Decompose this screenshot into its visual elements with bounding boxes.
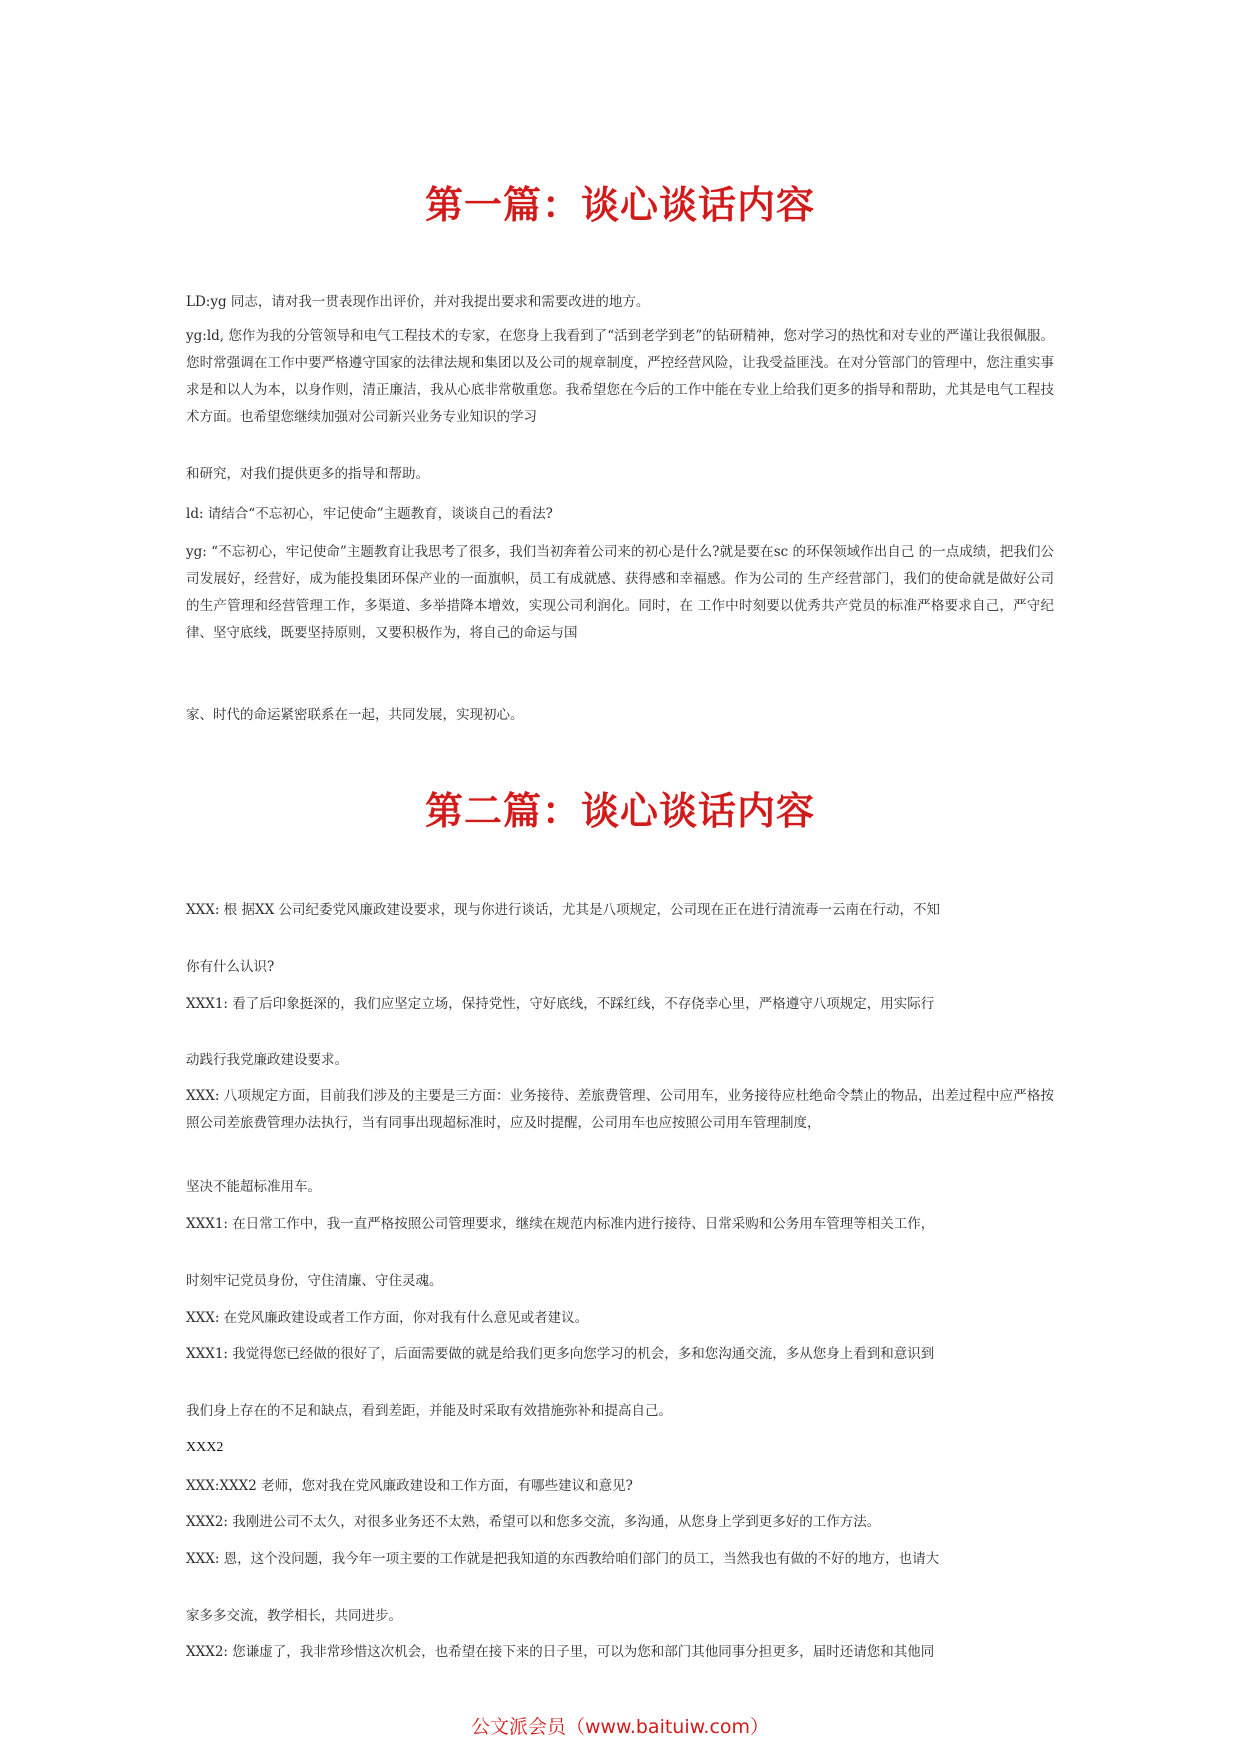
paragraph: LD:yg 同志，请对我一贯表现作出评价，并对我提出要求和需要改进的地方。 (186, 294, 650, 310)
paragraph: ld: 请结合“不忘初心，牢记使命”主题教育，谈谈自己的看法? (186, 506, 553, 522)
paragraph: XXX1: 在日常工作中，我一直严格按照公司管理要求，继续在规范内标准内进行接待、日常采购和公务用车管理等相关工作， (186, 1216, 935, 1232)
paragraph: 家多多交流，教学相长，共同进步。 (186, 1608, 402, 1624)
paragraph: XXX: 八项规定方面，目前我们涉及的主要是三方面：业务接待、差旅费管理、公司用车，业务接待应杜绝命令禁止的物品，出差过程中应严格按照公司差旅费管理办法执行，当有同事出现超标准时，应及时提醒，公司用车也应按照公司用车管理制度， (186, 1088, 1054, 1131)
footer-watermark: 公文派会员（www.baituiw.com） (470, 1716, 770, 1738)
paragraph: 坚决不能超标准用车。 (186, 1179, 321, 1195)
paragraph: 时刻牢记党员身份，守住清廉、守住灵魂。 (186, 1273, 443, 1289)
paragraph: XXX1: 我觉得您已经做的很好了，后面需要做的就是给我们更多向您学习的机会，多和您沟通交流，多从您身上看到和意识到 (186, 1346, 935, 1362)
paragraph: XXX: 恩，这个没问题，我今年一项主要的工作就是把我知道的东西教给咱们部门的员工，当然我也有做的不好的地方，也请大 (186, 1551, 940, 1567)
section2-title: 第二篇：谈心谈话内容 (424, 788, 815, 833)
paragraph: 动践行我党廉政建设要求。 (186, 1052, 348, 1068)
paragraph: 家、时代的命运紧密联系在一起，共同发展，实现初心。 (186, 707, 524, 723)
section1-title: 第一篇：谈心谈话内容 (424, 182, 815, 227)
paragraph: XXX2: 您谦虚了，我非常珍惜这次机会，也希望在接下来的日子里，可以为您和部门其他同事分担更多，届时还请您和其他同 (186, 1644, 935, 1660)
paragraph: XXX2: 我刚进公司不太久，对很多业务还不太熟，希望可以和您多交流，多沟通，从您身上学到更多好的工作方法。 (186, 1514, 881, 1530)
paragraph: XXX: 根 据XX 公司纪委党风廉政建设要求，现与你进行谈话，尤其是八项规定，公司现在正在进行清流毒一云南在行动，不知 (186, 902, 940, 918)
paragraph: XXX: 在党风廉政建设或者工作方面，你对我有什么意见或者建议。 (186, 1310, 589, 1326)
paragraph: 和研究，对我们提供更多的指导和帮助。 (186, 466, 429, 482)
paragraph: 你有什么认识? (186, 959, 275, 975)
speaker-heading: XXX2 (186, 1440, 224, 1455)
paragraph: yg:ld, 您作为我的分管领导和电气工程技术的专家，在您身上我看到了“活到老学到老”的钻研精神，您对学习的热忱和对专业的严谨让我很佩服。您时常强调在工作中要严格遵守国家的法律法规和集团以及公司的规章制度，严控经营风险，让我受益匪浅。在对分管部门的管理中，您注重实事求是和以人为本，以身作则，清正廉洁，我从心底非常敬重您。我希望您在今后的工作中能在专业上给我们更多的指导和帮助，尤其是电气工程技术方面。也希望您继续加强对公司新兴业务专业知识的学习 (186, 328, 1054, 425)
paragraph: XXX1: 看了后印象挺深的，我们应坚定立场，保持党性，守好底线，不踩红线，不存侥幸心里，严格遵守八项规定，用实际行 (186, 996, 935, 1012)
paragraph: 我们身上存在的不足和缺点，看到差距，并能及时采取有效措施弥补和提高自己。 (186, 1403, 672, 1419)
paragraph: yg: “不忘初心，牢记使命”主题教育让我思考了很多，我们当初奔着公司来的初心是什么?就是要在sc 的环保领域作出自己 的一点成绩，把我们公司发展好，经营好，成为能投集团环保产业的一面旗帜，员工有成就感、获得感和幸福感。作为公司的 生产经营部门，我们的使命就是做好公司的生产管理和经营管理工作，多渠道、多举措降本增效，实现公司利润化。同时，在 工作中时刻要以优秀共产党员的标准严格要求自己，严守纪律、坚守底线，既要坚持原则，又要积极作为，将自己的命运与国 (186, 544, 1054, 641)
paragraph: XXX:XXX2 老师，您对我在党风廉政建设和工作方面，有哪些建议和意见? (186, 1478, 633, 1494)
